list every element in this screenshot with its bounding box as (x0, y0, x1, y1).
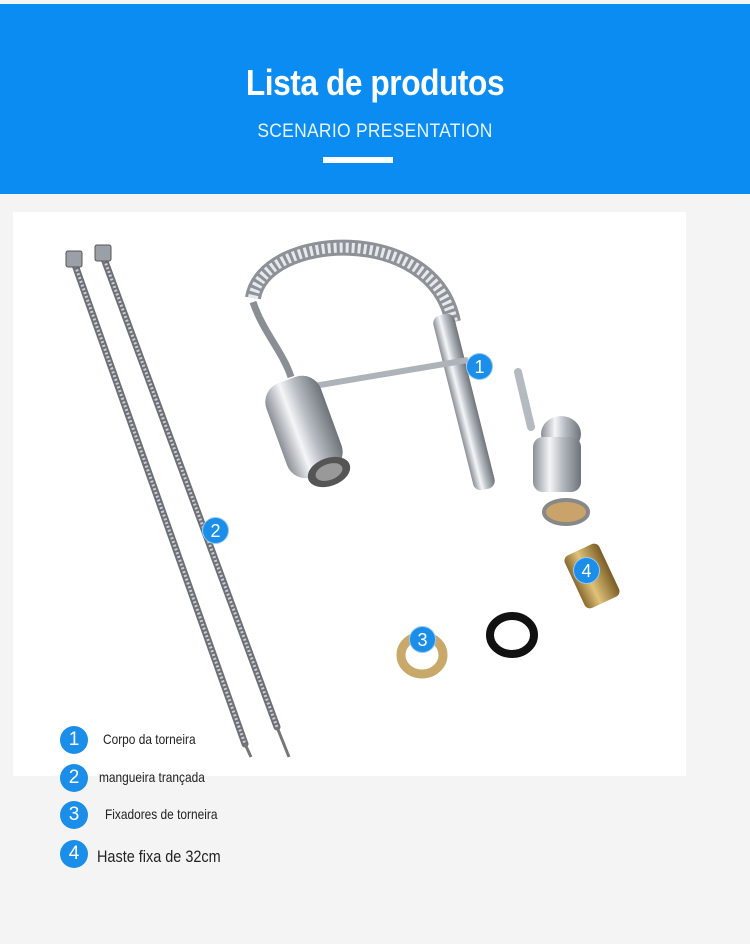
legend-number: 1 (60, 726, 88, 754)
marker-2: 2 (202, 517, 229, 544)
faucet-body (432, 312, 497, 492)
legend-label: Haste fixa de 32cm (97, 847, 221, 866)
page-title: Lista de produtos (245, 62, 505, 103)
legend-number: 3 (60, 801, 88, 829)
faucet-spring (253, 248, 453, 322)
page-subtitle: SCENARIO PRESENTATION (257, 121, 493, 142)
legend-label: mangueira trançada (99, 769, 205, 785)
title-underline (323, 157, 393, 163)
header-banner (0, 4, 750, 194)
marker-4: 4 (573, 557, 600, 584)
rubber-ring (490, 616, 534, 654)
legend-label: Corpo da torneira (103, 731, 196, 747)
legend-number: 2 (60, 764, 88, 792)
marker-1: 1 (466, 353, 493, 380)
legend-label: Fixadores de torneira (105, 806, 218, 822)
braided-hose-left (66, 251, 245, 744)
spray-head (260, 370, 355, 493)
legend-number: 4 (60, 840, 88, 868)
marker-3: 3 (409, 626, 436, 653)
product-illustration (13, 212, 686, 776)
product-photo (13, 212, 686, 776)
